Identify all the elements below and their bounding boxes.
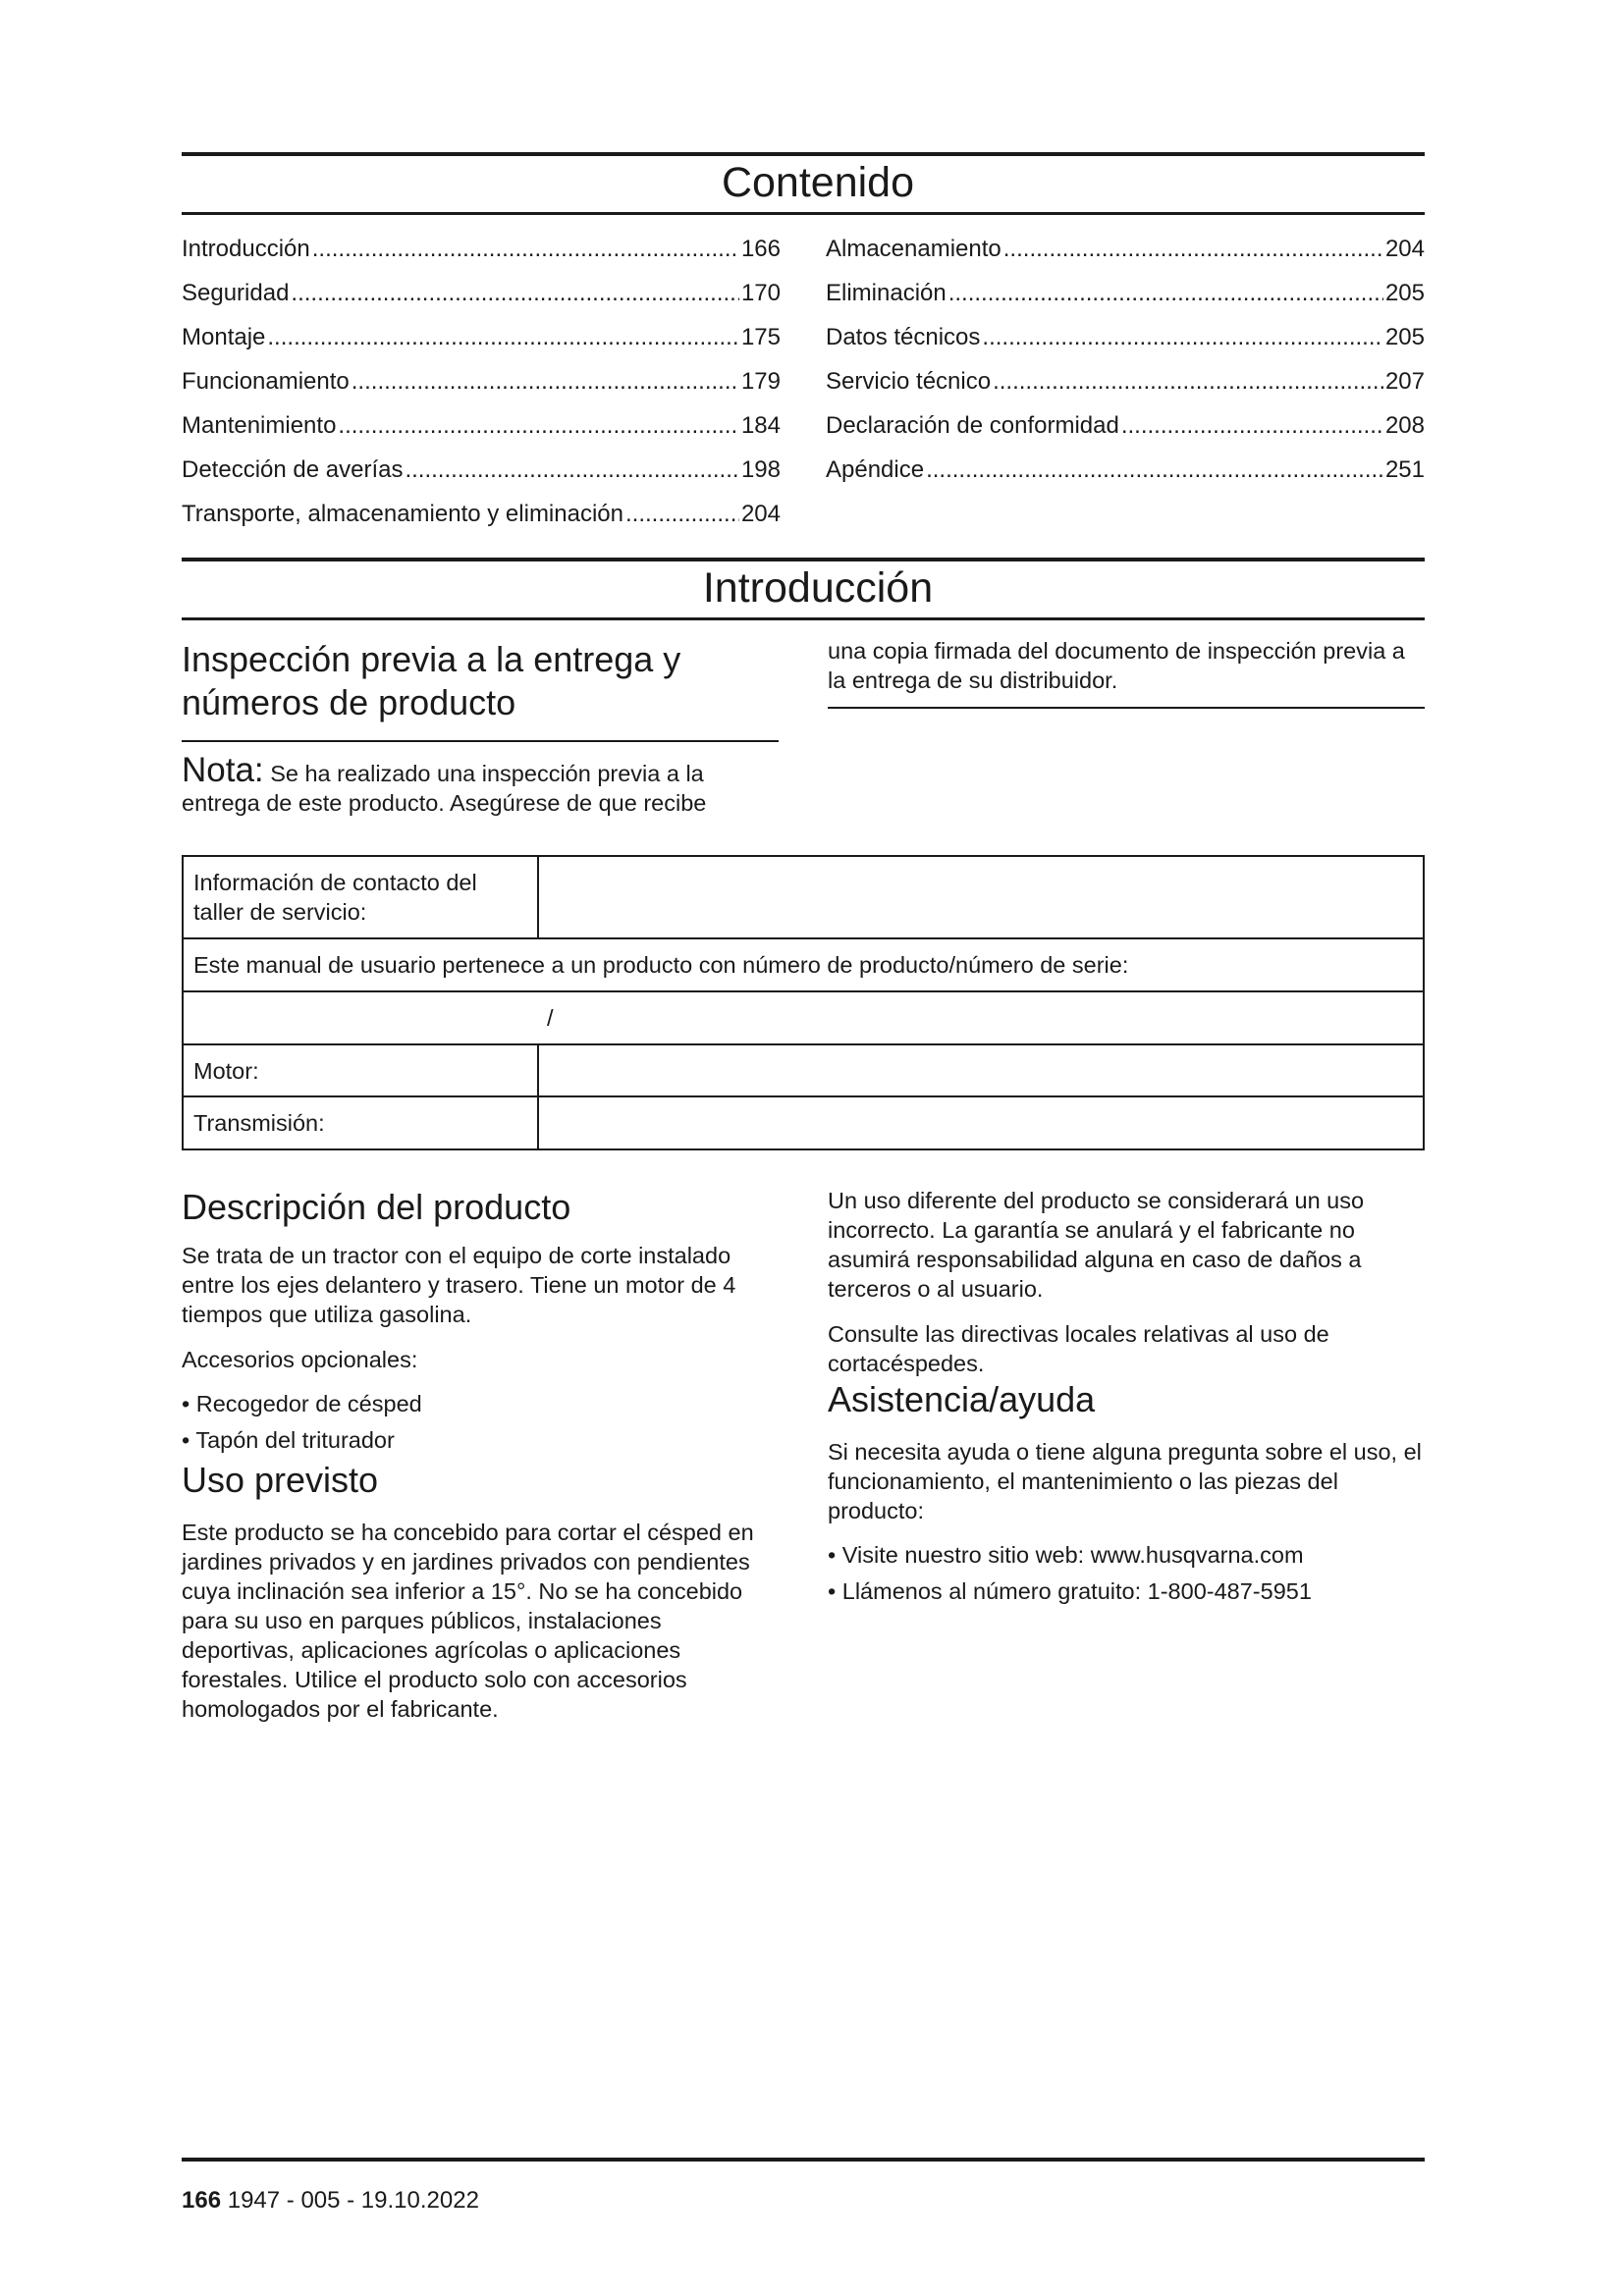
- intro-title: Introducción: [702, 564, 934, 612]
- list-item: • Tapón del triturador: [182, 1422, 779, 1459]
- page-footer: [182, 2158, 1425, 2215]
- service-contact-label: Información de contacto del taller de servicio:: [183, 856, 538, 938]
- toc-entry[interactable]: [182, 271, 781, 315]
- toc-entry[interactable]: [826, 315, 1425, 359]
- regulations-text: Consulte las directivas locales relativas al uso de cortacéspedes.: [828, 1321, 1329, 1376]
- page-number: 166: [182, 2187, 222, 2214]
- note-paragraph: [182, 751, 779, 818]
- toc-entry-page: 166: [740, 236, 781, 262]
- toc-left-column: [182, 227, 781, 536]
- toc-entry-title: Apéndice: [826, 456, 925, 483]
- product-info-table: [182, 855, 1425, 1150]
- toc-entry-page: 170: [740, 280, 781, 306]
- toc-entry-title: Servicio técnico: [826, 368, 992, 395]
- inspection-heading: Inspección previa a la entrega y números de producto: [182, 638, 779, 742]
- toc-entry[interactable]: [826, 448, 1425, 492]
- inspection-section: [182, 620, 1425, 818]
- toc-entry-page: 184: [740, 412, 781, 439]
- toc-entry-page: 208: [1384, 412, 1425, 439]
- intended-use-text: Este producto se ha concebido para cortar el césped en jardines privados y en jardines privados con pendientes cuya inclinación sea inferior a 15°. No se ha concebido para su uso en parques públicos, instalaciones deportivas, aplicaciones agrícolas o aplicaciones forestales. Utilice el producto solo con accesorios homologados por el fabricante.: [182, 1520, 754, 1722]
- toc-entry[interactable]: [182, 227, 781, 271]
- toc-entry-page: 204: [740, 501, 781, 527]
- intro-title-bar: [182, 558, 1425, 620]
- toc-entry-title: Funcionamiento: [182, 368, 350, 395]
- toc-entry-page: 205: [1384, 324, 1425, 350]
- toc-entry-page: 205: [1384, 280, 1425, 306]
- description-text: Se trata de un tractor con el equipo de corte instalado entre los ejes delantero y trasero. Tiene un motor de 4 tiempos que utiliza gasolina.: [182, 1243, 736, 1327]
- note-label: Nota:: [182, 751, 264, 789]
- toc-entry[interactable]: [826, 403, 1425, 448]
- toc-entry[interactable]: [826, 271, 1425, 315]
- toc-entry-title: Transporte, almacenamiento y eliminación: [182, 501, 623, 527]
- toc-entry-title: Almacenamiento: [826, 236, 1001, 262]
- inspection-left: [182, 620, 779, 818]
- list-item: • Visite nuestro sitio web: www.husqvarna.com: [828, 1537, 1425, 1574]
- description-heading: Descripción del producto: [182, 1187, 571, 1227]
- support-heading: Asistencia/ayuda: [828, 1379, 1096, 1419]
- service-contact-value: [538, 856, 1424, 938]
- toc-entry-title: Declaración de conformidad: [826, 412, 1119, 439]
- toc-entry[interactable]: [182, 315, 781, 359]
- contents-title-bar: [182, 152, 1425, 215]
- transmission-value: [538, 1096, 1424, 1149]
- accessories-label: Accesorios opcionales:: [182, 1347, 418, 1372]
- toc-entry-title: Montaje: [182, 324, 266, 350]
- toc-entry[interactable]: [826, 359, 1425, 403]
- lower-left-column: [182, 1186, 779, 1724]
- misuse-text: Un uso diferente del producto se considerará un uso incorrecto. La garantía se anulará y el fabricante no asumirá responsabilidad alguna en caso de daños a terceros o al usuario.: [828, 1188, 1365, 1302]
- contents-title: Contenido: [721, 159, 915, 206]
- toc-right-column: [826, 227, 1425, 536]
- table-row: [183, 1096, 1424, 1149]
- intended-use-heading: Uso previsto: [182, 1460, 379, 1500]
- toc-entry-title: Detección de averías: [182, 456, 404, 483]
- toc-entry-page: 204: [1384, 236, 1425, 262]
- table-row: [183, 856, 1424, 938]
- engine-label: Motor:: [183, 1044, 538, 1096]
- table-of-contents: [182, 227, 1425, 536]
- footer-text: [182, 2187, 1425, 2215]
- table-row: [183, 938, 1424, 991]
- toc-entry[interactable]: [182, 492, 781, 536]
- toc-entry[interactable]: [182, 403, 781, 448]
- transmission-label: Transmisión:: [183, 1096, 538, 1149]
- toc-entry-title: Eliminación: [826, 280, 947, 306]
- note-continued: una copia firmada del documento de inspección previa a la entrega de su distribuidor.: [828, 636, 1425, 709]
- list-item: • Recogedor de césped: [182, 1386, 779, 1422]
- toc-entry-page: 179: [740, 368, 781, 395]
- support-list: [828, 1537, 1425, 1610]
- table-row: [183, 991, 1424, 1044]
- lower-right-column: [828, 1186, 1425, 1724]
- list-item: • Llámenos al número gratuito: 1-800-487-5951: [828, 1574, 1425, 1610]
- toc-entry-title: Seguridad: [182, 280, 290, 306]
- manual-statement: Este manual de usuario pertenece a un producto con número de producto/número de serie:: [183, 938, 1424, 991]
- toc-entry-page: 175: [740, 324, 781, 350]
- inspection-right: [828, 620, 1425, 818]
- doc-reference: 1947 - 005 - 19.10.2022: [227, 2187, 479, 2214]
- toc-entry-page: 251: [1384, 456, 1425, 483]
- serial-separator: /: [183, 991, 1424, 1044]
- description-section: [182, 1186, 1425, 1724]
- toc-entry-title: Mantenimiento: [182, 412, 337, 439]
- toc-entry-title: Introducción: [182, 236, 310, 262]
- toc-entry-title: Datos técnicos: [826, 324, 981, 350]
- toc-entry-page: 207: [1384, 368, 1425, 395]
- toc-entry[interactable]: [826, 227, 1425, 271]
- engine-value: [538, 1044, 1424, 1096]
- note-text: Se ha realizado una inspección previa a la entrega de este producto. Asegúrese de que recibe: [182, 761, 707, 816]
- toc-entry[interactable]: [182, 448, 781, 492]
- table-row: [183, 1044, 1424, 1096]
- toc-entry-page: 198: [740, 456, 781, 483]
- toc-entry[interactable]: [182, 359, 781, 403]
- support-text: Si necesita ayuda o tiene alguna pregunta sobre el uso, el funcionamiento, el mantenimiento o las piezas del producto:: [828, 1439, 1422, 1523]
- page-content: [182, 152, 1425, 1724]
- accessories-list: [182, 1386, 779, 1459]
